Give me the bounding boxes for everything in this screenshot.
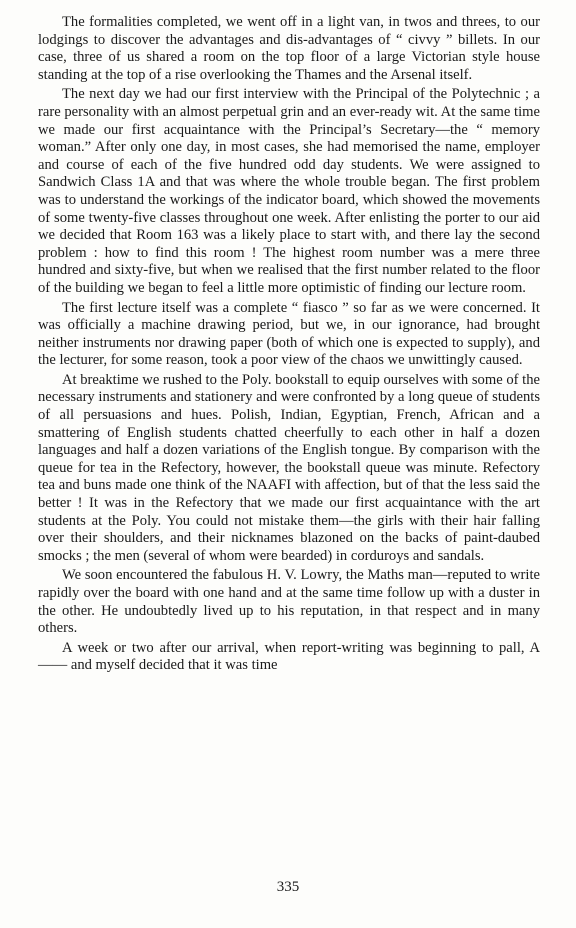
paragraph-report-writing: A week or two after our arrival, when report-writing was beginning to pall, A—— and myself decided that it was time <box>38 639 540 674</box>
paragraph-lodgings: The formalities completed, we went off in a light van, in twos and threes, to our lodgings to discover the advantages and dis-advantages of “ civvy ” billets. In our case, three of us shared a room on the top floor of a large Victorian style house standing at the top of a rise overlooking the Thames and the Arsenal itself. <box>38 14 540 83</box>
paragraph-lowry: We soon encountered the fabulous H. V. Lowry, the Maths man—reputed to write rapidly over the board with one hand and at the same time follow up with a duster in the other. He undoubtedly lived up to his reputation, in that respect and in many others. <box>38 567 540 637</box>
paragraph-first-lecture: The first lecture itself was a complete “ fiasco ” so far as we were concerned. It was officially a machine drawing period, but we, in our ignorance, had brought neither instruments nor drawing paper (both of which one is expected to supply), and the lecturer, for some reason, took a poor view of the chaos we unwittingly caused. <box>38 299 540 369</box>
paragraph-breaktime: At breaktime we rushed to the Poly. bookstall to equip ourselves with some of the necessary instruments and stationery and were confronted by a long queue of students of all persuasions and hues. Polish, Indian, Egyptian, French, African and a smattering of English students chatted cheerfully to each other in half a dozen languages and half a dozen variations of the English tongue. By comparison with the queue for tea in the Refectory, however, the bookstall queue was minute. Refectory tea and buns made one think of the NAAFI with affection, but of that the less said the better ! It was in the Refectory that we made our first acquaintance with the art students at the Poly. You could not mistake them—the girls with their hair falling over their shoulders, and their nicknames blazoned on the backs of paint-daubed smocks ; the men (several of whom were bearded) in corduroys and sandals. <box>38 371 540 564</box>
paragraph-first-interview: The next day we had our first interview with the Principal of the Polytechnic ; a rare personality with an almost perpetual grin and an ever-ready wit. At the same time we made our first acquaintance with the Principal’s Secretary—the “ memory woman.” After only one day, in most cases, she had memorised the name, employer and course of each of the five hundred odd day students. We were assigned to Sandwich Class 1A and that was where the whole trouble began. The first problem was to understand the workings of the indicator board, which showed the movements of some twenty-five classes throughout one week. After enlisting the porter to our aid we decided that Room 163 was a likely place to start with, and there lay the second problem : how to find this room ! The highest room number was a mere three hundred and sixty-five, but when we realised that the first number related to the floor of the building we began to feel a little more optimistic of finding our lecture room. <box>38 86 540 296</box>
body-text <box>38 14 540 677</box>
page-number: 335 <box>276 879 300 895</box>
